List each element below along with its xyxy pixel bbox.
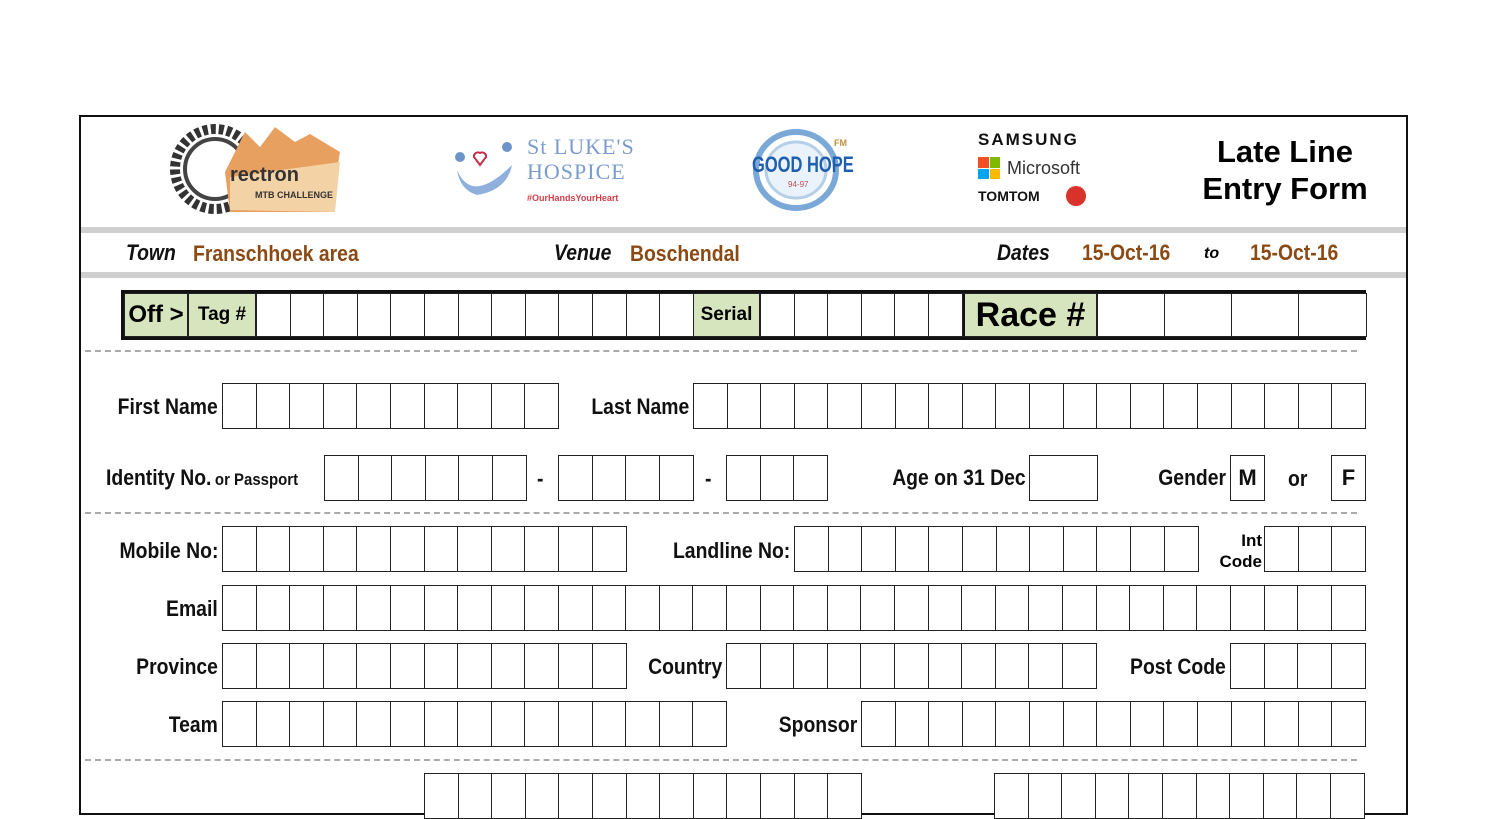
last-name-box[interactable] bbox=[1197, 383, 1232, 429]
dashed-divider bbox=[85, 759, 1357, 761]
mobile-box[interactable] bbox=[256, 526, 291, 572]
extra-box[interactable] bbox=[592, 773, 627, 819]
post-code-box[interactable] bbox=[1331, 643, 1366, 689]
race-number-box[interactable] bbox=[1164, 293, 1233, 337]
email-box[interactable] bbox=[1163, 585, 1198, 631]
identity-box[interactable] bbox=[492, 455, 527, 501]
mobile-box[interactable] bbox=[424, 526, 459, 572]
identity-box[interactable] bbox=[458, 455, 493, 501]
extra-box[interactable] bbox=[1128, 773, 1163, 819]
mobile-box[interactable] bbox=[323, 526, 358, 572]
sponsor-box[interactable] bbox=[928, 701, 963, 747]
identity-box[interactable] bbox=[592, 455, 627, 501]
email-box[interactable] bbox=[659, 585, 694, 631]
email-box[interactable] bbox=[1196, 585, 1231, 631]
serial-box[interactable] bbox=[794, 293, 829, 337]
landline-box[interactable] bbox=[962, 526, 997, 572]
id-dash: - bbox=[537, 466, 544, 491]
team-box[interactable] bbox=[592, 701, 627, 747]
team-box[interactable] bbox=[659, 701, 694, 747]
email-box[interactable] bbox=[928, 585, 963, 631]
tag-number-box[interactable] bbox=[290, 293, 325, 337]
country-box[interactable] bbox=[1028, 643, 1063, 689]
microsoft-icon bbox=[978, 157, 1000, 179]
last-name-box[interactable] bbox=[995, 383, 1030, 429]
email-box[interactable] bbox=[793, 585, 828, 631]
extra-box[interactable] bbox=[558, 773, 593, 819]
email-box[interactable] bbox=[592, 585, 627, 631]
country-box[interactable] bbox=[995, 643, 1030, 689]
tag-number-box[interactable] bbox=[323, 293, 358, 337]
team-box[interactable] bbox=[356, 701, 391, 747]
race-number-box[interactable] bbox=[1097, 293, 1166, 337]
team-box[interactable] bbox=[256, 701, 291, 747]
int-code-box[interactable] bbox=[1331, 526, 1366, 572]
extra-box[interactable] bbox=[726, 773, 761, 819]
int-code-label bbox=[1220, 530, 1263, 572]
good-hope-fm-logo bbox=[750, 128, 854, 213]
landline-box[interactable] bbox=[996, 526, 1031, 572]
first-name-box[interactable] bbox=[524, 383, 559, 429]
country-box[interactable] bbox=[961, 643, 996, 689]
town-value: Franschhoek area bbox=[193, 241, 359, 266]
tag-number-box[interactable] bbox=[357, 293, 392, 337]
first-name-box[interactable] bbox=[424, 383, 459, 429]
team-box[interactable] bbox=[457, 701, 492, 747]
extra-box[interactable] bbox=[1330, 773, 1365, 819]
extra-box[interactable] bbox=[525, 773, 560, 819]
landline-box[interactable] bbox=[928, 526, 963, 572]
identity-text: Identity No. bbox=[106, 465, 212, 490]
team-label: Team bbox=[168, 712, 218, 737]
sponsor-box[interactable] bbox=[1298, 701, 1333, 747]
landline-box[interactable] bbox=[1130, 526, 1165, 572]
post-code-box[interactable] bbox=[1297, 643, 1332, 689]
landline-box[interactable] bbox=[1063, 526, 1098, 572]
post-code-box[interactable] bbox=[1264, 643, 1299, 689]
email-label: Email bbox=[166, 596, 218, 621]
extra-box[interactable] bbox=[1229, 773, 1264, 819]
province-box[interactable] bbox=[457, 643, 492, 689]
province-box[interactable] bbox=[289, 643, 324, 689]
landline-box[interactable] bbox=[794, 526, 829, 572]
country-box[interactable] bbox=[827, 643, 862, 689]
team-box[interactable] bbox=[524, 701, 559, 747]
landline-box[interactable] bbox=[1029, 526, 1064, 572]
country-label: Country bbox=[647, 654, 722, 679]
tag-number-box[interactable] bbox=[525, 293, 560, 337]
sponsor-box[interactable] bbox=[995, 701, 1030, 747]
sponsor-box[interactable] bbox=[1029, 701, 1064, 747]
rectron-text: rectron bbox=[230, 164, 299, 186]
landline-box[interactable] bbox=[828, 526, 863, 572]
extra-box[interactable] bbox=[693, 773, 728, 819]
identity-box[interactable] bbox=[659, 455, 694, 501]
province-box[interactable] bbox=[558, 643, 593, 689]
dashed-divider bbox=[85, 350, 1357, 352]
email-box[interactable] bbox=[692, 585, 727, 631]
last-name-box[interactable] bbox=[1096, 383, 1131, 429]
email-box[interactable] bbox=[356, 585, 391, 631]
country-box[interactable] bbox=[1062, 643, 1097, 689]
age-label: Age on 31 Dec bbox=[892, 465, 1026, 490]
tomtom-logo: TOMTOM bbox=[978, 188, 1040, 204]
last-name-box[interactable] bbox=[1264, 383, 1299, 429]
int-code-box[interactable] bbox=[1298, 526, 1333, 572]
off-label: Off > bbox=[124, 293, 188, 337]
extra-box[interactable] bbox=[994, 773, 1029, 819]
sponsor-logos bbox=[978, 130, 1098, 210]
team-box[interactable] bbox=[558, 701, 593, 747]
sponsor-box[interactable] bbox=[1096, 701, 1131, 747]
extra-box[interactable] bbox=[1263, 773, 1298, 819]
town-label: Town bbox=[126, 240, 176, 265]
last-name-box[interactable] bbox=[693, 383, 728, 429]
identity-box[interactable] bbox=[726, 455, 761, 501]
province-label: Province bbox=[136, 654, 218, 679]
last-name-box[interactable] bbox=[1063, 383, 1098, 429]
team-box[interactable] bbox=[625, 701, 660, 747]
tag-number-box[interactable] bbox=[592, 293, 627, 337]
mobile-box[interactable] bbox=[558, 526, 593, 572]
email-box[interactable] bbox=[827, 585, 862, 631]
last-name-box[interactable] bbox=[1130, 383, 1165, 429]
email-box[interactable] bbox=[323, 585, 358, 631]
email-box[interactable] bbox=[524, 585, 559, 631]
st-lukes-line-2: HOSPICE bbox=[527, 159, 626, 184]
landline-box[interactable] bbox=[895, 526, 930, 572]
first-name-box[interactable] bbox=[289, 383, 324, 429]
extra-box[interactable] bbox=[458, 773, 493, 819]
or-label: or bbox=[1288, 466, 1308, 491]
extra-box[interactable] bbox=[491, 773, 526, 819]
identity-box[interactable] bbox=[793, 455, 828, 501]
serial-box[interactable] bbox=[760, 293, 795, 337]
good-hope-fm-text: FM bbox=[834, 138, 847, 148]
mobile-box[interactable] bbox=[491, 526, 526, 572]
identity-box[interactable] bbox=[558, 455, 593, 501]
first-name-box[interactable] bbox=[323, 383, 358, 429]
province-box[interactable] bbox=[222, 643, 257, 689]
email-box[interactable] bbox=[1062, 585, 1097, 631]
country-box[interactable] bbox=[928, 643, 963, 689]
first-name-box[interactable] bbox=[390, 383, 425, 429]
province-box[interactable] bbox=[424, 643, 459, 689]
identity-box[interactable] bbox=[625, 455, 660, 501]
province-box[interactable] bbox=[256, 643, 291, 689]
team-box[interactable] bbox=[323, 701, 358, 747]
last-name-box[interactable] bbox=[895, 383, 930, 429]
email-box[interactable] bbox=[424, 585, 459, 631]
email-box[interactable] bbox=[760, 585, 795, 631]
extra-box[interactable] bbox=[1296, 773, 1331, 819]
country-box[interactable] bbox=[894, 643, 929, 689]
country-box[interactable] bbox=[726, 643, 761, 689]
province-box[interactable] bbox=[323, 643, 358, 689]
first-name-box[interactable] bbox=[222, 383, 257, 429]
identity-box[interactable] bbox=[760, 455, 795, 501]
id-dash: - bbox=[705, 466, 712, 491]
last-name-box[interactable] bbox=[1331, 383, 1366, 429]
sponsor-box[interactable] bbox=[895, 701, 930, 747]
last-name-label: Last Name bbox=[591, 394, 689, 419]
last-name-box[interactable] bbox=[962, 383, 997, 429]
to-label: to bbox=[1204, 245, 1220, 262]
email-box[interactable] bbox=[491, 585, 526, 631]
identity-label bbox=[106, 465, 298, 491]
extra-box[interactable] bbox=[626, 773, 661, 819]
serial-box[interactable] bbox=[894, 293, 929, 337]
sponsor-box[interactable] bbox=[1130, 701, 1165, 747]
title-line-1: Late Line bbox=[1216, 134, 1354, 169]
good-hope-frequency: 94-97 bbox=[788, 180, 809, 189]
samsung-logo: SAMSUNG bbox=[978, 130, 1079, 149]
extra-box[interactable] bbox=[1095, 773, 1130, 819]
email-box[interactable] bbox=[457, 585, 492, 631]
email-box[interactable] bbox=[995, 585, 1030, 631]
email-box[interactable] bbox=[1297, 585, 1332, 631]
team-box[interactable] bbox=[491, 701, 526, 747]
extra-box[interactable] bbox=[1162, 773, 1197, 819]
last-name-box[interactable] bbox=[1029, 383, 1064, 429]
identity-box[interactable] bbox=[358, 455, 393, 501]
mobile-label: Mobile No: bbox=[119, 538, 218, 563]
email-box[interactable] bbox=[1264, 585, 1299, 631]
extra-box[interactable] bbox=[794, 773, 829, 819]
identity-box[interactable] bbox=[324, 455, 359, 501]
first-name-box[interactable] bbox=[256, 383, 291, 429]
age-box[interactable] bbox=[1029, 455, 1098, 501]
sponsor-box[interactable] bbox=[1331, 701, 1366, 747]
identity-box[interactable] bbox=[391, 455, 426, 501]
serial-box[interactable] bbox=[928, 293, 963, 337]
team-box[interactable] bbox=[222, 701, 257, 747]
good-hope-text: GOOD HOPE bbox=[752, 152, 854, 177]
email-box[interactable] bbox=[390, 585, 425, 631]
country-box[interactable] bbox=[793, 643, 828, 689]
email-box[interactable] bbox=[726, 585, 761, 631]
last-name-box[interactable] bbox=[760, 383, 795, 429]
tag-number-box[interactable] bbox=[390, 293, 425, 337]
tomtom-hand-icon bbox=[1066, 186, 1086, 206]
dashed-divider bbox=[85, 512, 1357, 514]
landline-box[interactable] bbox=[1096, 526, 1131, 572]
post-code-box[interactable] bbox=[1230, 643, 1265, 689]
st-lukes-tagline: #OurHandsYourHeart bbox=[527, 193, 619, 203]
int-code-box[interactable] bbox=[1264, 526, 1299, 572]
email-box[interactable] bbox=[256, 585, 291, 631]
email-box[interactable] bbox=[1129, 585, 1164, 631]
tag-number-box[interactable] bbox=[558, 293, 593, 337]
sponsor-box[interactable] bbox=[962, 701, 997, 747]
tag-number-box[interactable] bbox=[491, 293, 526, 337]
passport-text: or Passport bbox=[214, 470, 299, 489]
st-lukes-logo bbox=[452, 135, 652, 210]
landline-label: Landline No: bbox=[672, 538, 790, 563]
tag-number-box[interactable] bbox=[659, 293, 694, 337]
province-box[interactable] bbox=[356, 643, 391, 689]
province-box[interactable] bbox=[524, 643, 559, 689]
email-box[interactable] bbox=[1096, 585, 1131, 631]
gender-label: Gender bbox=[1158, 465, 1226, 490]
email-box[interactable] bbox=[625, 585, 660, 631]
country-box[interactable] bbox=[860, 643, 895, 689]
int-text: Int bbox=[1241, 531, 1262, 550]
team-box[interactable] bbox=[289, 701, 324, 747]
venue-value: Boschendal bbox=[630, 241, 740, 266]
email-box[interactable] bbox=[1331, 585, 1366, 631]
email-box[interactable] bbox=[1028, 585, 1063, 631]
email-box[interactable] bbox=[860, 585, 895, 631]
mobile-box[interactable] bbox=[356, 526, 391, 572]
mobile-box[interactable] bbox=[592, 526, 627, 572]
first-name-box[interactable] bbox=[491, 383, 526, 429]
mobile-box[interactable] bbox=[390, 526, 425, 572]
landline-box[interactable] bbox=[861, 526, 896, 572]
team-box[interactable] bbox=[424, 701, 459, 747]
mobile-box[interactable] bbox=[222, 526, 257, 572]
title-line-2: Entry Form bbox=[1202, 171, 1368, 206]
form-title bbox=[1185, 133, 1385, 207]
extra-box[interactable] bbox=[1061, 773, 1096, 819]
sponsor-box[interactable] bbox=[1063, 701, 1098, 747]
last-name-box[interactable] bbox=[861, 383, 896, 429]
last-name-box[interactable] bbox=[928, 383, 963, 429]
venue-label: Venue bbox=[554, 240, 612, 265]
race-number-box[interactable] bbox=[1231, 293, 1300, 337]
extra-box[interactable] bbox=[760, 773, 795, 819]
province-box[interactable] bbox=[491, 643, 526, 689]
province-box[interactable] bbox=[592, 643, 627, 689]
last-name-box[interactable] bbox=[827, 383, 862, 429]
post-code-label: Post Code bbox=[1130, 654, 1226, 679]
serial-box[interactable] bbox=[861, 293, 896, 337]
email-box[interactable] bbox=[289, 585, 324, 631]
sponsor-box[interactable] bbox=[1264, 701, 1299, 747]
serial-label: Serial bbox=[693, 293, 760, 337]
email-box[interactable] bbox=[222, 585, 257, 631]
landline-box[interactable] bbox=[1164, 526, 1199, 572]
code-text: Code bbox=[1219, 552, 1262, 571]
rectron-sub-text: MTB CHALLENGE bbox=[255, 190, 333, 200]
last-name-box[interactable] bbox=[1231, 383, 1266, 429]
sponsor-box[interactable] bbox=[861, 701, 896, 747]
tag-number-box[interactable] bbox=[424, 293, 459, 337]
extra-box[interactable] bbox=[659, 773, 694, 819]
extra-box[interactable] bbox=[1028, 773, 1063, 819]
first-name-box[interactable] bbox=[457, 383, 492, 429]
tag-number-box[interactable] bbox=[458, 293, 493, 337]
mobile-box[interactable] bbox=[524, 526, 559, 572]
tag-number-box[interactable] bbox=[256, 293, 291, 337]
last-name-box[interactable] bbox=[727, 383, 762, 429]
st-lukes-line-1: St LUKE'S bbox=[527, 134, 635, 159]
tag-number-box[interactable] bbox=[626, 293, 661, 337]
race-number-box[interactable] bbox=[1298, 293, 1367, 337]
extra-box[interactable] bbox=[827, 773, 862, 819]
country-box[interactable] bbox=[760, 643, 795, 689]
gender-male-box[interactable]: M bbox=[1230, 455, 1265, 501]
team-box[interactable] bbox=[390, 701, 425, 747]
sponsor-box[interactable] bbox=[1197, 701, 1232, 747]
email-box[interactable] bbox=[1230, 585, 1265, 631]
hands-heart-icon bbox=[452, 135, 522, 205]
rectron-logo bbox=[170, 122, 345, 217]
last-name-box[interactable] bbox=[794, 383, 829, 429]
serial-box[interactable] bbox=[827, 293, 862, 337]
province-box[interactable] bbox=[390, 643, 425, 689]
microsoft-logo: Microsoft bbox=[1007, 158, 1081, 178]
identity-box[interactable] bbox=[425, 455, 460, 501]
date-to: 15-Oct-16 bbox=[1250, 240, 1339, 265]
last-name-box[interactable] bbox=[1163, 383, 1198, 429]
first-name-box[interactable] bbox=[356, 383, 391, 429]
tag-label: Tag # bbox=[188, 293, 256, 337]
divider-band bbox=[81, 272, 1406, 278]
race-number-label: Race # bbox=[962, 293, 1097, 337]
sponsor-box[interactable] bbox=[1163, 701, 1198, 747]
mobile-box[interactable] bbox=[289, 526, 324, 572]
extra-box[interactable] bbox=[424, 773, 459, 819]
gender-female-box[interactable]: F bbox=[1331, 455, 1366, 501]
first-name-label: First Name bbox=[117, 394, 218, 419]
team-box[interactable] bbox=[692, 701, 727, 747]
email-box[interactable] bbox=[961, 585, 996, 631]
email-box[interactable] bbox=[894, 585, 929, 631]
extra-box[interactable] bbox=[1196, 773, 1231, 819]
divider-band bbox=[81, 227, 1406, 233]
sponsor-label: Sponsor bbox=[778, 712, 857, 737]
dates-label: Dates bbox=[997, 240, 1050, 265]
date-from: 15-Oct-16 bbox=[1082, 240, 1171, 265]
email-box[interactable] bbox=[558, 585, 593, 631]
mobile-box[interactable] bbox=[457, 526, 492, 572]
sponsor-box[interactable] bbox=[1231, 701, 1266, 747]
last-name-box[interactable] bbox=[1298, 383, 1333, 429]
